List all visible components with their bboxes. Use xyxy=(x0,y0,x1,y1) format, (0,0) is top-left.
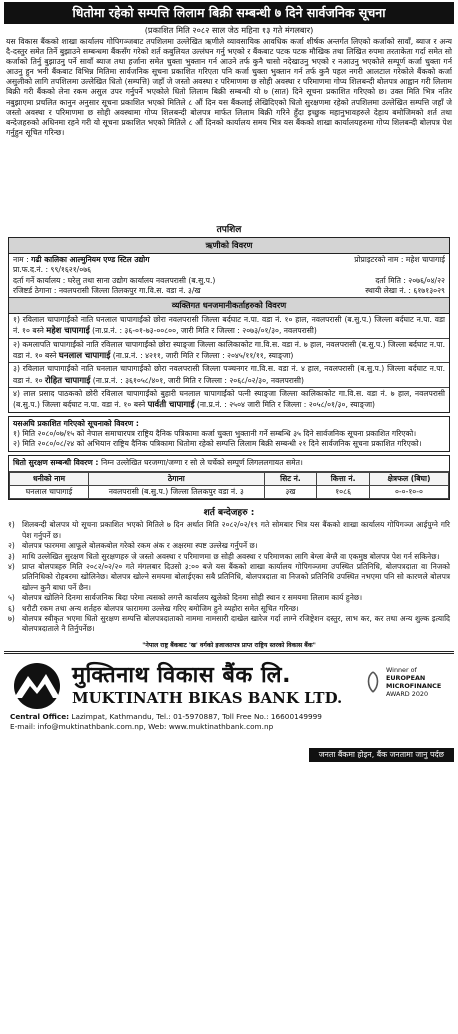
term-text: बोलपत्र स्वीकृत भएमा धितो सुरक्षण सम्पत्ति बोलपत्रदाताको नाममा नामसारी दाखेल खारेज गर्दा लाग्ने रजिष्ट्रेशन दस्तुर, लाभ कर, कर तथा अन्य शुल्क इत्यादि बोलपत्रदाताले नै तिर्नुपर्नेछ। xyxy=(22,614,450,634)
guarantor-item xyxy=(9,388,449,412)
proprietor-name: प्रोप्राइटरको नाम : महेश चापागाई xyxy=(354,255,445,264)
guarantor-description: १) रविलाल चापागाईंको नाति घनलाल चापागाईंको छोरा नवलपरासी जिल्ला बर्दघाट न.पा. वडा नं. १० हाल, नवलपरासी (ब.सु.प.) जिल्ला बर्दघाट न.पा. वडा नं. १० बस्ने xyxy=(13,315,445,336)
guarantor-description: ४) लाल प्रसाद पाठकको छोरी रविलाल चापागाईंको बुहारी घनलाल चापागाईंको पत्नी स्याङ्जा जिल्ला कालिकाकोट गा.वि.स. वडा नं. ७ हाल, नवलपरासी (ब.सु.प.) जिल्ला बर्दघाट न.पा. वडा नं. १० बस्ने xyxy=(13,388,445,410)
collateral-table xyxy=(9,472,449,500)
term-number: १) xyxy=(8,520,15,530)
publication-date: (प्रकाशित मिति २०८२ साल जेठ महिना १३ गते मंगलबार) xyxy=(144,25,314,35)
guarantor-name: घनलाल चापागाई xyxy=(58,350,111,361)
contact-line: E-mail: info@muktinathbank.com.np, Web: www.muktinathbank.com.np xyxy=(10,721,274,731)
cell-owner: घनलाल चापागाई xyxy=(10,486,89,499)
term-number: ३) xyxy=(8,551,15,561)
term-text: प्राप्त बोलपत्रहरु मिति २०८२/०२/२० गते मंगलबार दिउसो ३:०० बजे यस बैंकको शाखा कार्यालय गोपिगञ्जमा उपस्थित प्रतिनिधि, बोलपत्रदाता वा निजको प्रतिनिधिको रोहबरमा खोलिनेछ। बोलपत्र खोल्ने समयमा बोलाईएका सबै प्रतिनिधि, बोलपत्रदाता वा निजको प्रतिनिधि उपस्थित नभएमा पनि सो कारणले बोलपत्र खोल्न कुनै बाधा पर्ने छैन। xyxy=(22,561,450,592)
term-text: धरौटी रकम तथा अन्य शर्तहरु बोलपत्र फाराममा उल्लेख गरिए बमोजिम हुने व्यहोरा समेत सूचित गरिन्छ। xyxy=(22,603,299,613)
term-item xyxy=(8,604,450,614)
borrower-box xyxy=(8,237,450,413)
borrower-details xyxy=(9,254,449,298)
guarantor-item xyxy=(9,363,449,388)
guarantor-heading: व्यक्तिगत धनजमानीकर्ताहरुको विवरण xyxy=(9,298,449,314)
term-item xyxy=(8,552,450,562)
collateral-description: निम्न उल्लेखित घरजग्गा/जग्गा र सो ले चर्चेको सम्पूर्ण लिगललगायत समेत। xyxy=(101,458,303,468)
term-item xyxy=(8,614,450,635)
col-owner: धनीको नाम xyxy=(10,472,89,485)
guarantor-id-details: (ना.प्र.नं. : २५०४ जारी मिति र जिल्ला : २०५८/०१/३०, स्याङ्जा) xyxy=(194,400,376,410)
guarantor-item xyxy=(9,339,449,364)
award-line-3: MICROFINANCE xyxy=(386,681,442,690)
term-number: २) xyxy=(8,541,15,551)
guarantor-list xyxy=(9,314,449,411)
permanent-account-no: स्थायी लेखा नं. : ६१७१३०२९ xyxy=(365,285,445,295)
registration-office: दर्ता गर्ने कार्यालय : घरेलु तथा साना उद्योग कार्यालय नवलपरासी (ब.सु.प.) xyxy=(13,275,216,285)
cell-address: नवलपरासी (ब.सु.प.) जिल्ला तिलकपुर वडा नं. ३ xyxy=(89,486,265,499)
bank-logo-icon xyxy=(8,662,66,710)
prior-notices-heading: यसअघि प्रकाशित गरिएको सूचनाको विवरण : xyxy=(13,418,139,428)
terms-list xyxy=(8,520,450,634)
bank-name-nepali: मुक्तिनाथ विकास बैंक लि. xyxy=(72,662,291,688)
bank-tagline: "नेपाल राष्ट्र बैंकबाट 'ख' वर्गको इजाजतपत्र प्राप्त राष्ट्रिय स्तरको विकास बैंक" xyxy=(142,641,316,649)
guarantor-description: २) कमलापति चापागाईंको नाति रविलाल चापागाईंको छोरा स्याङ्जा जिल्ला कालिकाकोट गा.वि.स. वडा नं. ७ हाल, नवलपरासी (ब.सु.प.) जिल्ला बर्दघाट न.पा. वडा नं. १० बस्ने xyxy=(13,339,445,361)
term-item xyxy=(8,593,450,603)
notice-headline: धितोमा रहेको सम्पत्ति लिलाम बिक्री सम्बन्धी ७ दिने सार्वजनिक सूचना xyxy=(4,2,454,24)
notice-intro: यस विकास बैंकको शाखा कार्यालय गोपिगञ्जबाट तपशिलमा उल्लेखित ऋणीले व्यावसायिक आवधिक कर्जा शीर्षक अन्तर्गत लिएको कर्जाको सावाँ, ब्याज र अन्य दै-दस्तुर समेत तिर्ने बुझाउने सम्बन्धमा बैंकसँग गरेको शर्त कबुलियत उल्लंघन गर्नु भएको र बैंकबाट पटक पटक मौखिक तथा लिखित रुपमा तरताकेता गर्दा समेत सो कर्जाको तिर्नु बुझाउनु पर्ने सावाँ ब्याज तथा हर्जाना समेत चुक्ता भुक्तान गर्न आउने तर्फ कुनै चासो नदेखाउनु भएको र नआउनु भएकोले सम्पूर्ण कर्जा चुक्ता गर्न आउनु हुन भनी बैंकबाट विभिन्न मितिमा सार्वजनिक सूचना प्रकाशित गरिएता पनि कर्जा चुक्ता भुक्तान गर्न तर्फ कुनै पहल नगरी आलटाल गरेकोले बैंकको कर्जा असुलीको लागि तपशिलमा उल्लेखित धितो (सम्पत्ति) जहाँ जे जस्तो अवस्था र परिमाणमा छ सोही अवस्था र परिमाणमा गोप्य शिलबन्दी बोलपत्र आह्वान गरी लिलाम बिक्री गरी बैंकको लेना रकम असुल उपर गर्नुपर्ने भएकोले धितो लिलाम बिक्री सम्बन्धी यो ७ (सात) दिने सूचना प्रकाशित गरिएको छ। उक्त मिति भित्र नतिर नबुझाएमा प्रचलित कानुन अनुसार सूचना प्रकाशित भएको मितिले ८ औं दिन यस बैंकलाई लेखिदिएको धितो सुरक्षणमा रहेको तपशिलमा उल्लेखित सम्पत्ति जहाँ जे जस्तो अवस्था र परिमाणमा छ सोही अवस्थामा गोप्य शिलबन्दी बोलपत्र मार्फत लिलाम बिक्री गरिने हुँदा इच्छुक महानुभावहरुले देहाय बमोजिमको शर्त तथा बन्देजहरुको अधिनमा रहने गरी यो सूचना प्रकाशित भएको मितिले ८ औं दिनको कार्यालय समय भित्र यस बैंकको शाखा कार्यालयहरुमा गोप्य शिलबन्दी बोलपत्र पेश गर्नुहुन सूचित गरिन्छ। xyxy=(6,37,452,137)
col-sheet: सिट नं. xyxy=(264,472,317,485)
prior-notice-1: १) मिति २०८०/०७/१५ को नेपाल समाचारपत्र राष्ट्रिय दैनिक पत्रिकामा कर्जा चुक्ता भुक्तानी गर्ने सम्बन्धि ३५ दिने सार्वजनिक सूचना प्रकाशित गरिएको। xyxy=(13,428,417,438)
prior-notice-2: २) मिति २०८०/०८/२४ को अभियान राष्ट्रिय दैनिक पत्रिकामा धितोमा रहेको सम्पत्ति लिलाम बिक्री सम्बन्धी २१ दिने सार्वजनिक सूचना प्रकाशित गरिएको। xyxy=(13,439,422,449)
guarantor-description: ३) रविलाल चापागाईंको नाति घनलाल चापागाईंको छोरा नवलपरासी जिल्ला पञ्चनगर गा.वि.स. वडा नं. ४ हाल, नवलपरासी (ब.सु.प.) जिल्ला बर्दघाट न.पा. वडा नं. १० xyxy=(13,364,445,385)
office-label: Central Office: xyxy=(10,711,70,721)
bank-footer xyxy=(4,651,454,762)
registration-date: दर्ता मिति : २०७६/०४/२२ xyxy=(375,275,445,285)
term-number: ४) xyxy=(8,561,15,571)
col-plot: कित्ता नं. xyxy=(317,472,370,485)
guarantor-id-details: (ना.प्र.नं. : ३६१०५८/४०१, जारी मिति र जिल्ला : २०६८/०२/३०, नवलपरासी) xyxy=(90,375,304,385)
cell-area: ०-०-१०-० xyxy=(369,486,448,499)
award-line-2: EUROPEAN xyxy=(386,673,426,682)
col-area: क्षेत्रफल (बिघा) xyxy=(369,472,448,485)
term-text: शिलबन्दी बोलपत्र यो सूचना प्रकाशित भएको मितिले ७ दिन अर्थात मिति २०८२/०२/१९ गते सोमबार भित्र यस बैंकको शाखा कार्यालय गोपिगञ्ज आईपुग्ने गरि पेश गर्नुपर्ने छ। xyxy=(22,520,450,540)
collateral-box xyxy=(8,455,450,500)
term-item xyxy=(8,520,450,541)
term-text: माथि उल्लेखित सुरक्षण धितो सुरक्षणहरु जे जस्तो अवस्था र परिमाणमा छ सोही अवस्था र परिमाणका लागि बेग्ला बेग्लै वा एकमुष्ठ बोलपत्र पेश गर्न सकिनेछ। xyxy=(22,551,440,561)
guarantor-name: महेश चापागाई xyxy=(46,325,90,336)
term-item xyxy=(8,541,450,551)
term-text: बोलपत्र खोलिने दिनमा सार्वजनिक बिदा परेमा त्यसको लगत्तै कार्यालय खुलेको दिनमा सोही स्थान र समयमा लिलाम कार्य हुनेछ। xyxy=(22,593,363,603)
bank-slogan: जनता बैंकमा होइन, बैंक जनतामा जानु पर्दछ xyxy=(309,748,454,762)
borrower-pan: प्रा.फ.द.नं. : ९९/१६२१/०७६ xyxy=(13,265,92,275)
term-number: ७) xyxy=(8,614,15,623)
cell-sheet: ३ख xyxy=(264,486,317,499)
table-header-row xyxy=(10,472,449,485)
col-address: ठेगाना xyxy=(89,472,265,485)
cell-plot: १०८६ xyxy=(317,486,370,499)
registered-address: रजिष्टर्ड ठेगाना : नवलपरासी जिल्ला तिलकपुर गा.वि.स. वडा नं. ३/ख xyxy=(13,285,201,295)
terms-heading: शर्त बन्देजहरु : xyxy=(203,508,255,519)
tapsil-heading: तपशिल xyxy=(216,225,242,235)
table-row xyxy=(10,486,449,499)
term-number: ६) xyxy=(8,603,15,613)
bank-name-english: MUKTINATH BIKAS BANK LTD. xyxy=(72,688,343,707)
guarantor-name: पार्वती चापागाई xyxy=(147,399,195,410)
guarantor-id-details: (ना.प्र.नं. : ४२११, जारी मिति र जिल्ला : २०४५/११/११, स्याङ्जा) xyxy=(110,351,294,361)
guarantor-id-details: (ना.प्र.नं. : ३६-०१-७३-००८००, जारी मिति र जिल्ला : २०७३/०१/३०, नवलपरासी) xyxy=(89,326,317,336)
guarantor-item xyxy=(9,314,449,339)
term-item xyxy=(8,562,450,593)
term-text: बोलपत्र फारममा आफूले बोलकबोल गरेको रकम अंक र अक्षरमा स्पष्ट उल्लेख गर्नुपर्ने छ। xyxy=(22,541,258,551)
borrower-heading: ऋणीको विवरण xyxy=(9,238,449,254)
prior-notices-box xyxy=(8,416,450,453)
award-laurel-icon xyxy=(364,670,382,694)
office-address: Lazimpat, Kathmandu, Tel.: 01-5970887, Toll Free No.: 16600149999 xyxy=(69,711,322,721)
award-line-1: Winner of xyxy=(386,665,417,674)
borrower-name: गढी कालिका आल्मुनियम एण्ड स्टिल उद्योग xyxy=(31,255,150,264)
guarantor-name: रोहित चापागाई xyxy=(45,374,91,385)
term-number: ५) xyxy=(8,593,15,603)
bank-contact xyxy=(10,712,322,732)
collateral-heading: धितो सुरक्षण सम्बन्धी विवरण : xyxy=(13,458,102,468)
award-line-4: AWARD 2020 xyxy=(386,689,429,698)
borrower-name-label: नाम : xyxy=(13,255,32,264)
